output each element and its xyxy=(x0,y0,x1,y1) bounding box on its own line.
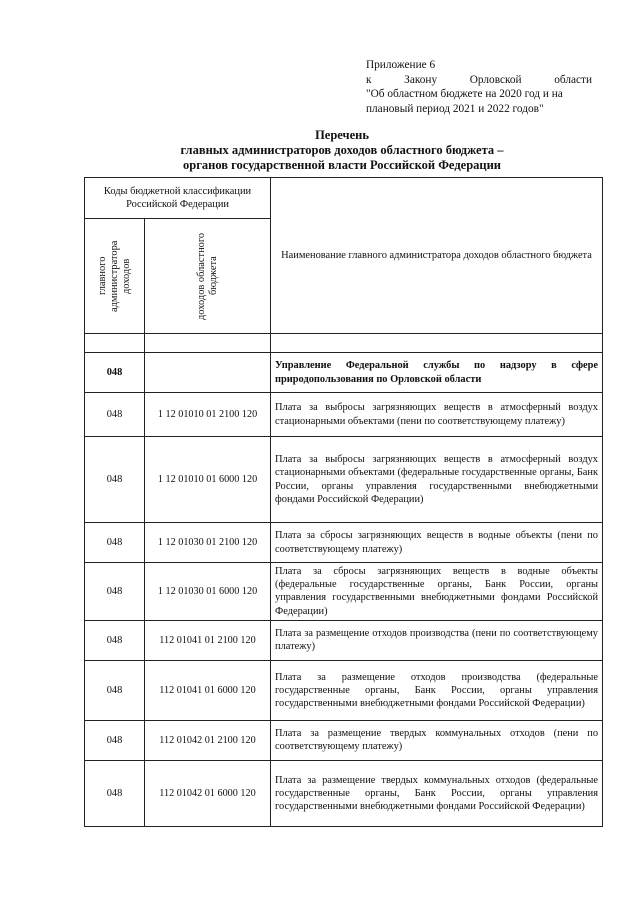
row-admin-name: Плата за размещение твердых коммунальных отходов (федеральные государственные органы, Банк России, органы управления государственными внебюджетными фондами Российской Федерации) xyxy=(271,760,603,826)
header-income-cell xyxy=(145,219,271,334)
row-admin-code: 048 xyxy=(85,353,145,393)
row-admin-code: 048 xyxy=(85,393,145,437)
title-line-3: органов государственной власти Российской Федерации xyxy=(183,158,501,172)
row-admin-code: 048 xyxy=(85,660,145,720)
row-admin-name: Управление Федеральной службы по надзору в сфере природопользования по Орловской области xyxy=(271,353,603,393)
table-row xyxy=(85,563,603,621)
row-admin-name: Плата за размещение отходов производства (федеральные государственные органы, Банк России, органы управления государственными внебюджетными фондами Российской Федерации) xyxy=(271,660,603,720)
row-admin-code: 048 xyxy=(85,620,145,660)
row-admin-name: Плата за выбросы загрязняющих веществ в атмосферный воздух стационарными объектами (пени по соответствующему платежу) xyxy=(271,393,603,437)
table-row xyxy=(85,437,603,523)
row-admin-name: Плата за сбросы загрязняющих веществ в водные объекты (федеральные государственные органы, Банк России, органы управления государственными внебюджетными фондами Российской Федерации) xyxy=(271,563,603,621)
row-income-code: 112 01041 01 6000 120 xyxy=(145,660,271,720)
row-income-code: 112 01042 01 2100 120 xyxy=(145,720,271,760)
appendix-note xyxy=(366,58,592,116)
row-income-code: 1 12 01010 01 6000 120 xyxy=(145,437,271,523)
administrators-table xyxy=(84,177,603,827)
document-title xyxy=(90,128,594,173)
table-row xyxy=(85,620,603,660)
row-admin-code: 048 xyxy=(85,563,145,621)
row-income-code: 112 01041 01 2100 120 xyxy=(145,620,271,660)
table-row xyxy=(85,393,603,437)
row-admin-code: 048 xyxy=(85,437,145,523)
appendix-line-2: к Закону Орловской области xyxy=(366,73,593,86)
row-admin-name: Плата за сбросы загрязняющих веществ в водные объекты (пени по соответствующему платежу) xyxy=(271,523,603,563)
header-admin: главного администратора доходов xyxy=(96,240,132,312)
header-admin-cell xyxy=(85,219,145,334)
row-admin-code: 048 xyxy=(85,760,145,826)
appendix-line-1: Приложение 6 xyxy=(366,59,436,71)
title-line-2: главных администраторов доходов областного бюджета – xyxy=(180,143,504,157)
header-income: доходов областного бюджета xyxy=(195,232,219,320)
header-row xyxy=(85,178,603,219)
appendix-line-3: "Об областном бюджете на 2020 год и на xyxy=(366,88,563,100)
row-admin-name: Плата за размещение твердых коммунальных отходов (пени по соответствующему платежу) xyxy=(271,720,603,760)
row-income-code: 1 12 01030 01 6000 120 xyxy=(145,563,271,621)
row-income-code: 1 12 01030 01 2100 120 xyxy=(145,523,271,563)
row-admin-name: Плата за размещение отходов производства (пени по соответствующему платежу) xyxy=(271,620,603,660)
row-admin-name: Плата за выбросы загрязняющих веществ в атмосферный воздух стационарными объектами (федеральные государственные органы, Банк России, органы управления государственными внебюджетными фондами Российской Федерации) xyxy=(271,437,603,523)
table-row xyxy=(85,720,603,760)
table-row xyxy=(85,523,603,563)
table-row xyxy=(85,760,603,826)
spacer-row xyxy=(85,334,603,353)
table-row xyxy=(85,660,603,720)
row-admin-code: 048 xyxy=(85,720,145,760)
row-income-code: 1 12 01010 01 2100 120 xyxy=(145,393,271,437)
row-income-code: 112 01042 01 6000 120 xyxy=(145,760,271,826)
header-name: Наименование главного администратора доходов областного бюджета xyxy=(271,178,603,334)
header-codes: Коды бюджетной классификации Российской Федерации xyxy=(85,178,271,219)
row-income-code xyxy=(145,353,271,393)
table-row xyxy=(85,353,603,393)
title-line-1: Перечень xyxy=(315,128,369,142)
row-admin-code: 048 xyxy=(85,523,145,563)
appendix-line-4: плановый период 2021 и 2022 годов" xyxy=(366,102,544,115)
